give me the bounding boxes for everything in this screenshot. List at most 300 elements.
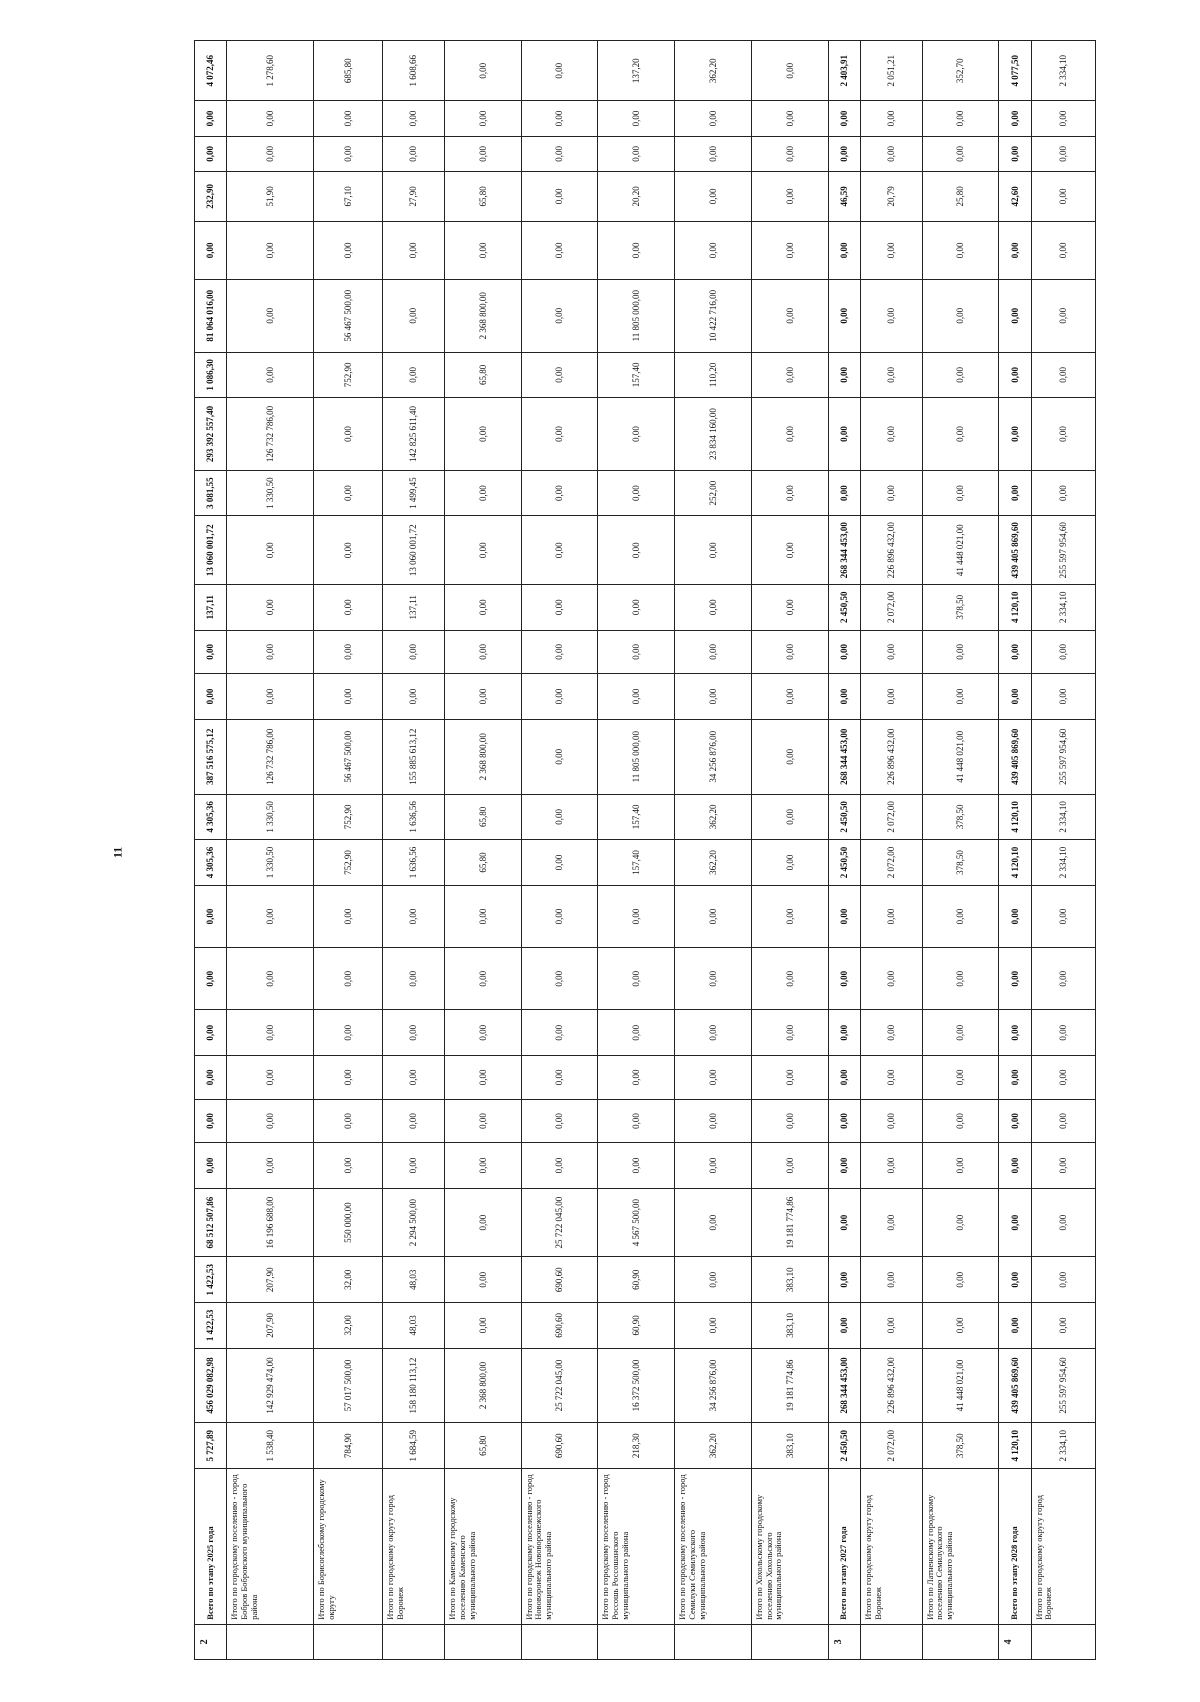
value-cell: 252,00 (675, 470, 752, 516)
value-cell: 0,00 (227, 584, 314, 630)
value-cell: 0,00 (751, 630, 828, 674)
value-cell: 0,00 (999, 630, 1031, 674)
value-cell: 0,00 (227, 1099, 314, 1143)
value-cell: 0,00 (444, 470, 521, 516)
value-cell: 0,00 (999, 398, 1031, 471)
value-cell: 0,00 (999, 1143, 1031, 1189)
value-cell: 0,00 (751, 1056, 828, 1100)
value-cell: 0,00 (195, 1143, 227, 1189)
municipality-row (521, 41, 598, 1660)
value-cell: 378,50 (922, 584, 999, 630)
value-cell: 32,00 (313, 1257, 382, 1303)
stage-number-cell (922, 1624, 999, 1659)
value-cell: 4 567 500,00 (598, 1188, 675, 1256)
value-cell: 439 405 869,60 (999, 1348, 1031, 1423)
value-cell: 0,00 (598, 221, 675, 279)
value-cell: 0,00 (860, 1188, 922, 1256)
value-cell: 1 422,53 (195, 1303, 227, 1349)
value-cell: 0,00 (521, 352, 598, 398)
row-label-cell: Итого по городскому поселению - город Бобров Бобровского муниципального района (227, 1469, 314, 1625)
value-cell: 0,00 (195, 1099, 227, 1143)
value-cell: 0,00 (675, 1257, 752, 1303)
value-cell: 0,00 (999, 136, 1031, 171)
value-cell: 0,00 (227, 136, 314, 171)
value-cell: 0,00 (828, 101, 860, 136)
value-cell: 0,00 (922, 221, 999, 279)
value-cell: 0,00 (922, 352, 999, 398)
municipality-row (1031, 41, 1096, 1660)
value-cell: 226 896 432,00 (860, 719, 922, 794)
value-cell: 2 450,50 (828, 794, 860, 840)
value-cell: 0,00 (1031, 398, 1096, 471)
value-cell: 0,00 (922, 630, 999, 674)
value-cell: 0,00 (444, 1010, 521, 1056)
value-cell: 0,00 (521, 221, 598, 279)
value-cell: 0,00 (860, 101, 922, 136)
municipality-row (860, 41, 922, 1660)
value-cell: 0,00 (444, 136, 521, 171)
value-cell: 0,00 (828, 885, 860, 947)
value-cell: 0,00 (313, 584, 382, 630)
value-cell: 1 499,45 (383, 470, 445, 516)
value-cell: 0,00 (521, 674, 598, 720)
value-cell: 0,00 (999, 1303, 1031, 1349)
value-cell: 1 538,40 (227, 1423, 314, 1469)
value-cell: 0,00 (444, 1257, 521, 1303)
value-cell: 0,00 (195, 1010, 227, 1056)
value-cell: 157,40 (598, 794, 675, 840)
value-cell: 16 372 500,00 (598, 1348, 675, 1423)
value-cell: 0,00 (227, 101, 314, 136)
value-cell: 0,00 (444, 1099, 521, 1143)
value-cell: 0,00 (598, 674, 675, 720)
value-cell: 0,00 (383, 136, 445, 171)
municipality-row (675, 41, 752, 1660)
value-cell: 784,90 (313, 1423, 382, 1469)
value-cell: 2 450,50 (828, 584, 860, 630)
value-cell: 0,00 (999, 1257, 1031, 1303)
value-cell: 378,50 (922, 840, 999, 886)
row-label-cell: Итого по Хохольскому городскому поселению Хохольского муниципального района (751, 1469, 828, 1625)
value-cell: 48,03 (383, 1257, 445, 1303)
value-cell: 0,00 (313, 674, 382, 720)
value-cell: 0,00 (999, 1056, 1031, 1100)
value-cell: 0,00 (444, 101, 521, 136)
stage-number-cell (1031, 1624, 1096, 1659)
value-cell: 255 597 954,60 (1031, 719, 1096, 794)
value-cell: 0,00 (675, 1099, 752, 1143)
value-cell: 0,00 (860, 1056, 922, 1100)
value-cell: 2 072,00 (860, 1423, 922, 1469)
value-cell: 4 305,36 (195, 840, 227, 886)
value-cell: 0,00 (860, 948, 922, 1010)
row-label-cell: Итого по городскому округу город Воронеж (383, 1469, 445, 1625)
value-cell: 550 000,00 (313, 1188, 382, 1256)
value-cell: 0,00 (675, 171, 752, 221)
value-cell: 65,80 (444, 352, 521, 398)
value-cell: 0,00 (922, 1257, 999, 1303)
value-cell: 2 072,00 (860, 584, 922, 630)
value-cell: 2 334,10 (1031, 584, 1096, 630)
value-cell: 2 403,91 (828, 41, 860, 101)
stage-number-cell (598, 1624, 675, 1659)
value-cell: 0,00 (999, 279, 1031, 352)
value-cell: 0,00 (751, 584, 828, 630)
value-cell: 1 684,59 (383, 1423, 445, 1469)
value-cell: 126 732 786,00 (227, 719, 314, 794)
value-cell: 0,00 (828, 136, 860, 171)
value-cell: 0,00 (444, 885, 521, 947)
value-cell: 0,00 (751, 221, 828, 279)
value-cell: 4 120,10 (999, 794, 1031, 840)
value-cell: 0,00 (195, 1056, 227, 1100)
value-cell: 25 722 045,00 (521, 1188, 598, 1256)
value-cell: 68 512 507,86 (195, 1188, 227, 1256)
value-cell: 0,00 (828, 470, 860, 516)
value-cell: 1 636,56 (383, 840, 445, 886)
value-cell: 0,00 (999, 1010, 1031, 1056)
value-cell: 383,10 (751, 1257, 828, 1303)
value-cell: 690,60 (521, 1423, 598, 1469)
value-cell: 0,00 (521, 840, 598, 886)
value-cell: 20,20 (598, 171, 675, 221)
value-cell: 0,00 (828, 1188, 860, 1256)
value-cell: 0,00 (675, 1188, 752, 1256)
value-cell: 0,00 (521, 470, 598, 516)
value-cell: 255 597 954,60 (1031, 1348, 1096, 1423)
value-cell: 0,00 (751, 136, 828, 171)
value-cell: 0,00 (383, 352, 445, 398)
value-cell: 34 256 876,00 (675, 719, 752, 794)
row-label-cell: Итого по городскому округу город Воронеж (1031, 1469, 1096, 1625)
value-cell: 439 405 869,60 (999, 516, 1031, 584)
value-cell: 65,80 (444, 1423, 521, 1469)
value-cell: 0,00 (922, 674, 999, 720)
value-cell: 0,00 (444, 630, 521, 674)
value-cell: 0,00 (922, 1099, 999, 1143)
value-cell: 0,00 (313, 1143, 382, 1189)
value-cell: 2 450,50 (828, 840, 860, 886)
value-cell: 0,00 (999, 1188, 1031, 1256)
value-cell: 0,00 (1031, 948, 1096, 1010)
value-cell: 0,00 (999, 1099, 1031, 1143)
value-cell: 0,00 (922, 1010, 999, 1056)
value-cell: 0,00 (860, 279, 922, 352)
value-cell: 0,00 (598, 398, 675, 471)
row-label-cell: Итого по городскому округу город Воронеж (860, 1469, 922, 1625)
value-cell: 690,60 (521, 1303, 598, 1349)
value-cell: 4 120,10 (999, 1423, 1031, 1469)
value-cell: 0,00 (1031, 1303, 1096, 1349)
value-cell: 0,00 (383, 948, 445, 1010)
row-label-cell: Итого по Борисоглебскому городскому округу (313, 1469, 382, 1625)
value-cell: 0,00 (828, 1303, 860, 1349)
value-cell: 0,00 (1031, 101, 1096, 136)
value-cell: 20,79 (860, 171, 922, 221)
value-cell: 0,00 (1031, 352, 1096, 398)
value-cell: 0,00 (383, 1056, 445, 1100)
value-cell: 142 929 474,00 (227, 1348, 314, 1423)
stage-number-cell: 2 (195, 1624, 227, 1659)
value-cell: 0,00 (1031, 1056, 1096, 1100)
value-cell: 0,00 (444, 516, 521, 584)
value-cell: 0,00 (1031, 674, 1096, 720)
value-cell: 0,00 (521, 516, 598, 584)
value-cell: 0,00 (313, 885, 382, 947)
value-cell: 2 334,10 (1031, 1423, 1096, 1469)
value-cell: 690,60 (521, 1257, 598, 1303)
value-cell: 4 120,10 (999, 840, 1031, 886)
value-cell: 0,00 (751, 794, 828, 840)
value-cell: 4 077,50 (999, 41, 1031, 101)
value-cell: 0,00 (227, 1143, 314, 1189)
value-cell: 0,00 (521, 1010, 598, 1056)
value-cell: 158 180 113,12 (383, 1348, 445, 1423)
value-cell: 0,00 (751, 885, 828, 947)
value-cell: 41 448 021,00 (922, 1348, 999, 1423)
value-cell: 0,00 (195, 630, 227, 674)
stage-total-row (195, 41, 227, 1660)
value-cell: 0,00 (828, 1257, 860, 1303)
value-cell: 142 825 611,40 (383, 398, 445, 471)
value-cell: 27,90 (383, 171, 445, 221)
value-cell: 0,00 (195, 885, 227, 947)
value-cell: 0,00 (1031, 1143, 1096, 1189)
value-cell: 255 597 954,60 (1031, 516, 1096, 584)
value-cell: 0,00 (751, 719, 828, 794)
value-cell: 0,00 (598, 1010, 675, 1056)
value-cell: 352,70 (922, 41, 999, 101)
value-cell: 0,00 (1031, 885, 1096, 947)
value-cell: 268 344 453,00 (828, 1348, 860, 1423)
value-cell: 0,00 (860, 1303, 922, 1349)
value-cell: 0,00 (444, 1188, 521, 1256)
value-cell: 2 334,10 (1031, 840, 1096, 886)
value-cell: 0,00 (227, 221, 314, 279)
value-cell: 126 732 786,00 (227, 398, 314, 471)
value-cell: 0,00 (675, 674, 752, 720)
value-cell: 0,00 (675, 584, 752, 630)
value-cell: 13 060 001,72 (383, 516, 445, 584)
value-cell: 0,00 (383, 101, 445, 136)
value-cell: 67,10 (313, 171, 382, 221)
value-cell: 2 072,00 (860, 840, 922, 886)
value-cell: 0,00 (313, 948, 382, 1010)
value-cell: 56 467 500,00 (313, 279, 382, 352)
value-cell: 226 896 432,00 (860, 1348, 922, 1423)
municipality-row (598, 41, 675, 1660)
value-cell: 0,00 (313, 470, 382, 516)
value-cell: 2 368 800,00 (444, 279, 521, 352)
value-cell: 1 086,30 (195, 352, 227, 398)
value-cell: 1 608,66 (383, 41, 445, 101)
value-cell: 0,00 (227, 1056, 314, 1100)
value-cell: 0,00 (313, 516, 382, 584)
value-cell: 0,00 (195, 948, 227, 1010)
value-cell: 0,00 (922, 279, 999, 352)
value-cell: 0,00 (444, 1303, 521, 1349)
municipality-row (383, 41, 445, 1660)
value-cell: 0,00 (383, 1010, 445, 1056)
value-cell: 752,90 (313, 840, 382, 886)
value-cell: 0,00 (598, 136, 675, 171)
value-cell: 11 805 000,00 (598, 719, 675, 794)
value-cell: 0,00 (313, 398, 382, 471)
value-cell: 0,00 (828, 1056, 860, 1100)
value-cell: 0,00 (313, 101, 382, 136)
value-cell: 1 330,50 (227, 794, 314, 840)
value-cell: 0,00 (860, 885, 922, 947)
value-cell: 232,90 (195, 171, 227, 221)
municipality-row (313, 41, 382, 1660)
value-cell: 0,00 (999, 885, 1031, 947)
municipality-row (922, 41, 999, 1660)
value-cell: 378,50 (922, 1423, 999, 1469)
value-cell: 0,00 (922, 1188, 999, 1256)
value-cell: 1 330,50 (227, 840, 314, 886)
value-cell: 0,00 (828, 1010, 860, 1056)
value-cell: 0,00 (1031, 171, 1096, 221)
value-cell: 685,80 (313, 41, 382, 101)
value-cell: 0,00 (828, 352, 860, 398)
value-cell: 42,60 (999, 171, 1031, 221)
value-cell: 0,00 (751, 674, 828, 720)
value-cell: 0,00 (598, 885, 675, 947)
value-cell: 4 120,10 (999, 584, 1031, 630)
value-cell: 0,00 (860, 398, 922, 471)
value-cell: 362,20 (675, 794, 752, 840)
value-cell: 0,00 (1031, 630, 1096, 674)
value-cell: 16 196 688,00 (227, 1188, 314, 1256)
value-cell: 34 256 876,00 (675, 1348, 752, 1423)
value-cell: 0,00 (1031, 1257, 1096, 1303)
stage-number-cell (675, 1624, 752, 1659)
value-cell: 268 344 453,00 (828, 516, 860, 584)
value-cell: 0,00 (828, 279, 860, 352)
value-cell: 0,00 (383, 630, 445, 674)
value-cell: 383,10 (751, 1423, 828, 1469)
value-cell: 110,20 (675, 352, 752, 398)
value-cell: 0,00 (444, 398, 521, 471)
value-cell: 13 060 001,72 (195, 516, 227, 584)
value-cell: 0,00 (828, 1143, 860, 1189)
value-cell: 387 516 575,12 (195, 719, 227, 794)
value-cell: 0,00 (860, 674, 922, 720)
value-cell: 2 334,10 (1031, 794, 1096, 840)
value-cell: 2 294 500,00 (383, 1188, 445, 1256)
value-cell: 0,00 (383, 1143, 445, 1189)
value-cell: 57 017 500,00 (313, 1348, 382, 1423)
value-cell: 0,00 (751, 1099, 828, 1143)
row-label-cell: Итого по городскому поселению - город Семилуки Семилукского муниципального района (675, 1469, 752, 1625)
value-cell: 752,90 (313, 794, 382, 840)
value-cell: 0,00 (313, 221, 382, 279)
value-cell: 0,00 (675, 136, 752, 171)
value-cell: 0,00 (1031, 221, 1096, 279)
value-cell: 0,00 (751, 352, 828, 398)
value-cell: 23 834 160,00 (675, 398, 752, 471)
value-cell: 155 885 613,12 (383, 719, 445, 794)
value-cell: 0,00 (1031, 1188, 1096, 1256)
value-cell: 157,40 (598, 352, 675, 398)
value-cell: 0,00 (521, 948, 598, 1010)
value-cell: 0,00 (313, 1056, 382, 1100)
value-cell: 0,00 (751, 948, 828, 1010)
value-cell: 10 422 716,00 (675, 279, 752, 352)
value-cell: 362,20 (675, 1423, 752, 1469)
value-cell: 46,59 (828, 171, 860, 221)
stage-total-row (999, 41, 1031, 1660)
value-cell: 0,00 (751, 1010, 828, 1056)
value-cell: 0,00 (598, 1143, 675, 1189)
value-cell: 0,00 (598, 948, 675, 1010)
value-cell: 0,00 (521, 279, 598, 352)
value-cell: 0,00 (521, 1143, 598, 1189)
value-cell: 0,00 (751, 101, 828, 136)
value-cell: 0,00 (828, 674, 860, 720)
value-cell: 456 029 082,98 (195, 1348, 227, 1423)
value-cell: 65,80 (444, 171, 521, 221)
value-cell: 383,10 (751, 1303, 828, 1349)
value-cell: 0,00 (751, 516, 828, 584)
value-cell: 0,00 (675, 885, 752, 947)
value-cell: 0,00 (521, 630, 598, 674)
value-cell: 2 051,21 (860, 41, 922, 101)
row-label-cell: Итого по Каменскому городскому поселению Каменского муниципального района (444, 1469, 521, 1625)
value-cell: 0,00 (521, 794, 598, 840)
value-cell: 0,00 (195, 674, 227, 720)
value-cell: 0,00 (860, 1257, 922, 1303)
value-cell: 0,00 (675, 1143, 752, 1189)
value-cell: 0,00 (751, 840, 828, 886)
stage-number-cell: 3 (828, 1624, 860, 1659)
value-cell: 157,40 (598, 840, 675, 886)
value-cell: 0,00 (444, 674, 521, 720)
municipality-row (444, 41, 521, 1660)
value-cell: 32,00 (313, 1303, 382, 1349)
value-cell: 0,00 (675, 516, 752, 584)
stage-number-cell: 4 (999, 1624, 1031, 1659)
value-cell: 0,00 (751, 171, 828, 221)
stage-number-cell (227, 1624, 314, 1659)
value-cell: 218,30 (598, 1423, 675, 1469)
value-cell: 0,00 (828, 398, 860, 471)
value-cell: 65,80 (444, 794, 521, 840)
stage-number-cell (383, 1624, 445, 1659)
value-cell: 0,00 (751, 1143, 828, 1189)
value-cell: 41 448 021,00 (922, 719, 999, 794)
value-cell: 0,00 (383, 885, 445, 947)
value-cell: 0,00 (751, 398, 828, 471)
value-cell: 51,90 (227, 171, 314, 221)
value-cell: 0,00 (1031, 279, 1096, 352)
row-label-cell: Итого по Латненскому городскому поселению Семилукского муниципального района (922, 1469, 999, 1625)
value-cell: 1 636,56 (383, 794, 445, 840)
value-cell: 0,00 (1031, 470, 1096, 516)
value-cell: 3 081,55 (195, 470, 227, 516)
value-cell: 0,00 (675, 101, 752, 136)
value-cell: 48,03 (383, 1303, 445, 1349)
value-cell: 0,00 (383, 674, 445, 720)
value-cell: 0,00 (675, 1303, 752, 1349)
value-cell: 226 896 432,00 (860, 516, 922, 584)
value-cell: 0,00 (383, 1099, 445, 1143)
value-cell: 0,00 (751, 41, 828, 101)
value-cell: 0,00 (195, 101, 227, 136)
stage-number-cell (313, 1624, 382, 1659)
value-cell: 0,00 (444, 1143, 521, 1189)
value-cell: 0,00 (521, 136, 598, 171)
